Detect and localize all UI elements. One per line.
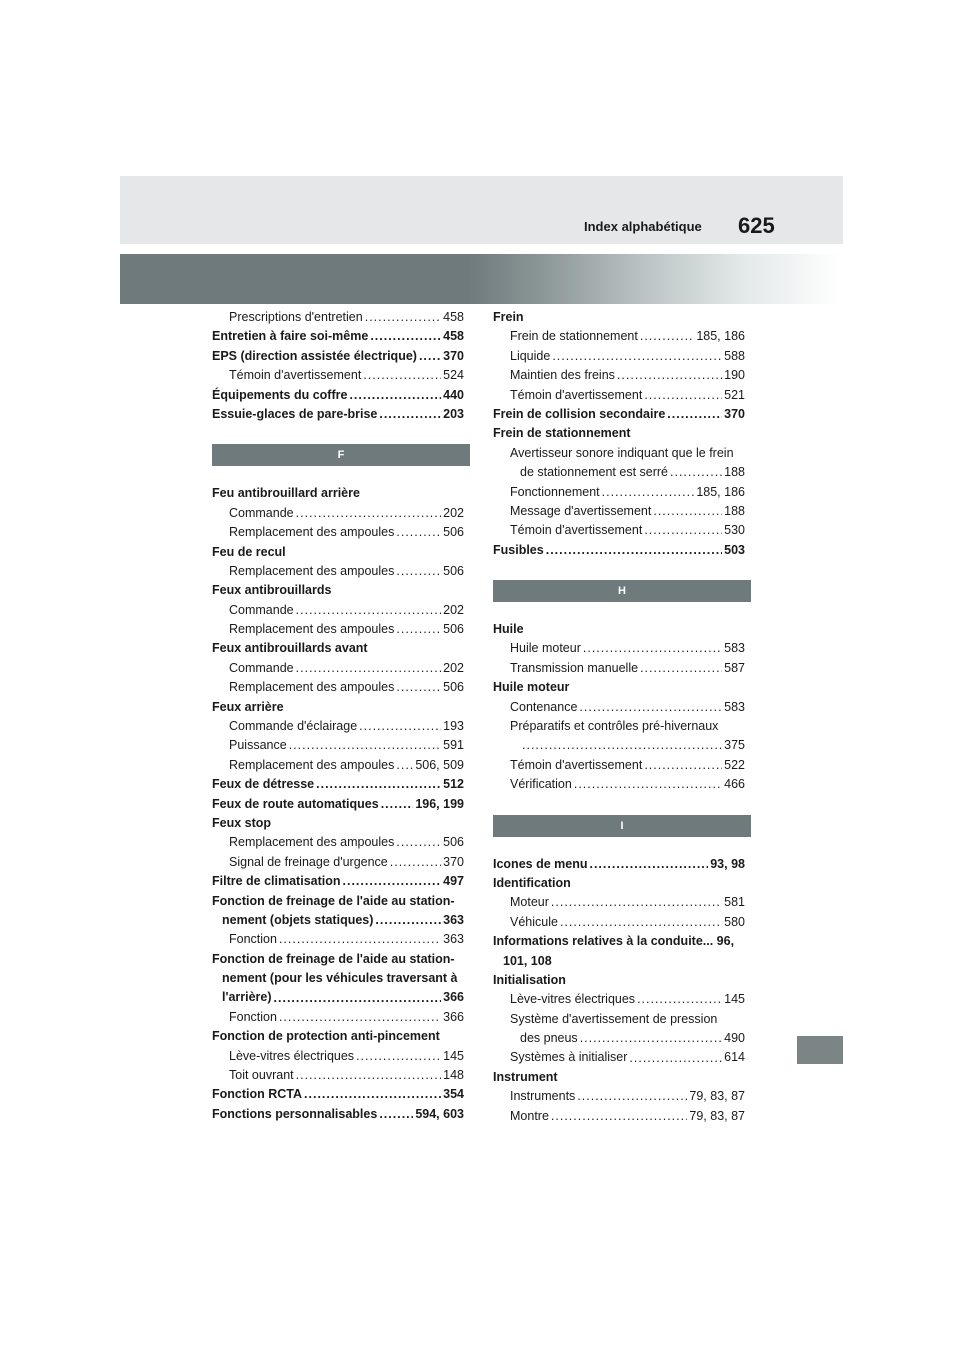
entry-page: 188 — [724, 465, 745, 480]
entry-page: 466 — [724, 777, 745, 792]
entry-page: 583 — [724, 699, 745, 714]
index-entry — [493, 620, 745, 639]
dot-leader — [551, 1107, 687, 1126]
dot-leader — [396, 678, 441, 697]
index-entry — [493, 1068, 745, 1087]
entry-page: 458 — [443, 329, 464, 344]
entry-page: 354 — [443, 1087, 464, 1102]
entry-page: 506 — [443, 622, 464, 637]
dot-leader — [304, 1085, 441, 1104]
index-subentry — [493, 756, 745, 775]
dot-leader — [396, 620, 441, 639]
entry-page: 490 — [724, 1031, 745, 1046]
index-subentry — [212, 756, 464, 775]
dot-leader — [579, 698, 722, 717]
entry-term: Remplacement des ampoules — [229, 563, 395, 578]
entry-page: 370 — [443, 348, 464, 363]
index-entry — [493, 932, 745, 951]
entry-page: 188 — [724, 503, 745, 518]
index-subentry — [493, 463, 745, 482]
entry-term: Commande d'éclairage — [229, 719, 358, 734]
dot-leader — [637, 990, 722, 1009]
index-entry — [212, 698, 464, 717]
entry-term: Commande — [229, 602, 294, 617]
index-entry — [212, 795, 464, 814]
entry-term: Feux antibrouillards — [212, 583, 332, 598]
dot-leader — [577, 1087, 687, 1106]
dot-leader — [379, 405, 441, 424]
dot-leader — [396, 833, 441, 852]
dot-leader — [379, 1105, 413, 1124]
entry-page: 506 — [443, 680, 464, 695]
index-subentry — [493, 775, 745, 794]
index-subentry — [212, 562, 464, 581]
index-subentry — [212, 308, 464, 327]
entry-term: Entretien à faire soi-même — [212, 329, 369, 344]
dot-leader — [644, 756, 722, 775]
index-subentry — [212, 523, 464, 542]
dot-leader — [617, 366, 722, 385]
index-subentry — [212, 1047, 464, 1066]
dot-leader — [390, 853, 441, 872]
entry-term: Moteur — [510, 895, 549, 910]
entry-term: Icones de menu — [493, 856, 588, 871]
entry-page: 203 — [443, 406, 464, 421]
dot-leader — [289, 736, 441, 755]
index-entry — [493, 874, 745, 893]
index-subentry — [493, 639, 745, 658]
entry-page: 588 — [724, 348, 745, 363]
entry-term: Instruments — [510, 1089, 576, 1104]
index-subentry — [212, 930, 464, 949]
entry-page: 202 — [443, 505, 464, 520]
entry-term: Fonction de freinage de l'aide au station- — [212, 951, 455, 966]
entry-term: l'arrière) — [222, 990, 272, 1005]
index-subentry — [493, 990, 745, 1009]
dot-leader — [560, 913, 722, 932]
entry-term: Feux arrière — [212, 699, 284, 714]
entry-page: 185, 186 — [696, 329, 745, 344]
index-entry — [212, 581, 464, 600]
entry-term: Témoin d'avertissement — [510, 387, 643, 402]
entry-page: 366 — [443, 1009, 464, 1024]
entry-term: Avertisseur sonore indiquant que le frein — [510, 445, 734, 460]
entry-term: Essuie-glaces de pare-brise — [212, 406, 378, 421]
index-subentry — [493, 717, 745, 736]
index-subentry — [212, 833, 464, 852]
index-subentry — [493, 698, 745, 717]
entry-term: Fusibles — [493, 542, 544, 557]
entry-term: Fonction de freinage de l'aide au station- — [212, 893, 455, 908]
entry-term: Identification — [493, 875, 571, 890]
index-entry — [212, 950, 464, 969]
index-entry — [212, 405, 464, 424]
entry-page: 580 — [724, 914, 745, 929]
index-subentry — [493, 347, 745, 366]
dot-leader — [653, 502, 722, 521]
entry-page: 530 — [724, 523, 745, 538]
dot-leader — [589, 855, 708, 874]
index-subentry — [493, 386, 745, 405]
entry-page: 497 — [443, 874, 464, 889]
index-subentry — [212, 736, 464, 755]
index-subentry — [493, 521, 745, 540]
entry-page: 503 — [724, 542, 745, 557]
entry-page: 145 — [443, 1048, 464, 1063]
entry-term: Témoin d'avertissement — [510, 757, 643, 772]
entry-term: Liquide — [510, 348, 551, 363]
entry-term: Contenance — [510, 699, 578, 714]
entry-page: 591 — [443, 738, 464, 753]
entry-term: Véhicule — [510, 914, 558, 929]
dot-leader — [375, 911, 441, 930]
entry-term: Huile — [493, 622, 524, 637]
entry-term: Remplacement des ampoules — [229, 525, 395, 540]
entry-term: Lève-vitres électriques — [229, 1048, 355, 1063]
index-subentry — [493, 1087, 745, 1106]
entry-term: Frein de stationnement — [510, 329, 638, 344]
entry-term: Vérification — [510, 777, 572, 792]
entry-term: Huile moteur — [510, 641, 581, 656]
index-subentry — [493, 1107, 745, 1126]
index-entry — [212, 347, 464, 366]
index-entry — [493, 405, 745, 424]
dot-leader — [279, 1008, 441, 1027]
dot-leader — [359, 717, 441, 736]
dot-leader — [296, 504, 442, 523]
index-subentry — [493, 483, 745, 502]
section-title: Index alphabétique — [584, 219, 702, 234]
entry-term: Feu antibrouillard arrière — [212, 486, 360, 501]
index-entry — [212, 872, 464, 891]
entry-term: Fonctions personnalisables — [212, 1106, 378, 1121]
entry-page: 587 — [724, 660, 745, 675]
entry-page: 370 — [724, 406, 745, 421]
entry-page: 506, 509 — [415, 757, 464, 772]
dot-leader — [552, 347, 722, 366]
entry-page: 196, 199 — [415, 796, 464, 811]
entry-term: Système d'avertissement de pression — [510, 1011, 718, 1026]
entry-term: des pneus — [520, 1031, 578, 1046]
entry-term: Feux antibrouillards avant — [212, 641, 368, 656]
dot-leader — [381, 795, 414, 814]
index-subentry — [493, 366, 745, 385]
entry-page: 506 — [443, 563, 464, 578]
letter-heading: I — [493, 815, 751, 837]
dot-leader — [356, 1047, 441, 1066]
entry-page: 363 — [443, 932, 464, 947]
index-entry — [212, 1105, 464, 1124]
entry-term: EPS (direction assistée électrique) — [212, 348, 417, 363]
entry-page: 512 — [443, 777, 464, 792]
index-subentry — [493, 1010, 745, 1029]
index-entry — [212, 327, 464, 346]
index-entry — [212, 386, 464, 405]
index-entry — [493, 971, 745, 990]
entry-term: nement (pour les véhicules traversant à — [222, 971, 458, 986]
index-subentry — [493, 444, 745, 463]
entry-page: 506 — [443, 525, 464, 540]
index-subentry — [493, 659, 745, 678]
entry-term: 101, 108 — [503, 953, 552, 968]
entry-term: Fonctionnement — [510, 484, 600, 499]
dot-leader — [343, 872, 442, 891]
entry-term: Témoin d'avertissement — [510, 523, 643, 538]
entry-page: 370 — [443, 854, 464, 869]
letter-heading: F — [212, 444, 470, 466]
entry-term: Puissance — [229, 738, 287, 753]
dot-leader — [396, 523, 441, 542]
entry-page: 202 — [443, 660, 464, 675]
entry-term: nement (objets statiques) — [222, 912, 374, 927]
index-entry — [493, 308, 745, 327]
entry-page: 458 — [443, 309, 464, 324]
index-entry — [212, 1027, 464, 1046]
index-subentry — [212, 366, 464, 385]
dot-leader — [640, 659, 722, 678]
index-entry — [212, 639, 464, 658]
entry-page: 363 — [443, 912, 464, 927]
index-subentry — [212, 1066, 464, 1085]
dot-leader — [316, 775, 441, 794]
entry-term: Instrument — [493, 1069, 558, 1084]
entry-page: 506 — [443, 835, 464, 850]
entry-term: Lève-vitres électriques — [510, 992, 636, 1007]
entry-page: 594, 603 — [415, 1106, 464, 1121]
dot-leader — [396, 562, 441, 581]
entry-term: Informations relatives à la conduite... 96, — [493, 934, 735, 949]
entry-term: Commande — [229, 660, 294, 675]
entry-page: 440 — [443, 387, 464, 402]
dot-leader — [583, 639, 722, 658]
index-entry — [212, 543, 464, 562]
entry-page: 524 — [443, 368, 464, 383]
entry-term: Frein de stationnement — [493, 426, 631, 441]
dot-leader — [274, 989, 442, 1008]
entry-term: Montre — [510, 1108, 549, 1123]
entry-term: Remplacement des ampoules — [229, 835, 395, 850]
dot-leader — [363, 366, 441, 385]
index-subentry — [212, 601, 464, 620]
index-subentry — [212, 678, 464, 697]
entry-term: Remplacement des ampoules — [229, 622, 395, 637]
dot-leader — [602, 483, 695, 502]
dot-leader — [551, 893, 722, 912]
index-subentry — [493, 736, 745, 755]
entry-page: 366 — [443, 990, 464, 1005]
index-subentry — [212, 504, 464, 523]
entry-page: 583 — [724, 641, 745, 656]
entry-term: Filtre de climatisation — [212, 874, 341, 889]
entry-page: 185, 186 — [696, 484, 745, 499]
dot-leader — [644, 386, 722, 405]
index-subentry — [212, 717, 464, 736]
page-number: 625 — [738, 213, 775, 238]
index-entry — [212, 892, 464, 911]
dot-leader — [296, 1066, 442, 1085]
entry-term: Fonction RCTA — [212, 1087, 303, 1102]
entry-term: Commande — [229, 505, 294, 520]
index-entry — [212, 484, 464, 503]
index-subentry — [212, 620, 464, 639]
index-subentry — [212, 853, 464, 872]
dot-leader — [640, 327, 694, 346]
entry-term: Feux stop — [212, 815, 272, 830]
dot-leader — [670, 463, 722, 482]
dot-leader — [644, 521, 722, 540]
dot-leader — [349, 386, 441, 405]
entry-term: Témoin d'avertissement — [229, 368, 362, 383]
index-entry — [493, 541, 745, 560]
entry-page: 581 — [724, 895, 745, 910]
entry-page: 614 — [724, 1050, 745, 1065]
entry-term: Feu de recul — [212, 544, 286, 559]
entry-page: 145 — [724, 992, 745, 1007]
entry-page: 93, 98 — [710, 856, 745, 871]
index-entry — [212, 814, 464, 833]
index-entry — [493, 678, 745, 697]
entry-page: 79, 83, 87 — [689, 1108, 745, 1123]
dot-leader — [667, 405, 722, 424]
entry-page: 148 — [443, 1068, 464, 1083]
entry-term: Frein de collision secondaire — [493, 406, 666, 421]
index-subentry — [212, 1008, 464, 1027]
index-subentry — [493, 1049, 745, 1068]
entry-page: 522 — [724, 757, 745, 772]
index-column-left — [212, 308, 464, 1124]
index-entry — [212, 989, 464, 1008]
entry-term: Toit ouvrant — [229, 1068, 294, 1083]
section-tab — [797, 1036, 843, 1064]
entry-term: Message d'avertissement — [510, 503, 652, 518]
dot-leader — [370, 327, 441, 346]
dot-leader — [396, 756, 413, 775]
entry-term: Équipements du coffre — [212, 387, 348, 402]
entry-term: Prescriptions d'entretien — [229, 309, 363, 324]
dot-leader — [279, 930, 441, 949]
index-subentry — [493, 327, 745, 346]
entry-term: Signal de freinage d'urgence — [229, 854, 388, 869]
header-bar — [120, 176, 843, 244]
dot-leader — [419, 347, 441, 366]
index-entry — [493, 424, 745, 443]
index-subentry — [493, 502, 745, 521]
index-entry — [212, 775, 464, 794]
entry-page: 202 — [443, 602, 464, 617]
index-subentry — [493, 913, 745, 932]
index-column-right — [493, 308, 745, 1126]
entry-page: 190 — [724, 368, 745, 383]
entry-page: 193 — [443, 719, 464, 734]
index-entry — [493, 952, 745, 971]
dot-leader — [580, 1029, 722, 1048]
entry-term: Systèmes à initialiser — [510, 1050, 628, 1065]
index-subentry — [493, 893, 745, 912]
entry-term: Feux de détresse — [212, 777, 315, 792]
dot-leader — [296, 659, 442, 678]
index-entry — [212, 969, 464, 988]
letter-heading: H — [493, 580, 751, 602]
entry-term: Transmission manuelle — [510, 660, 639, 675]
dot-leader — [296, 601, 442, 620]
entry-term: Initialisation — [493, 972, 566, 987]
index-subentry — [212, 659, 464, 678]
entry-term: Remplacement des ampoules — [229, 757, 395, 772]
entry-term: Fonction de protection anti-pincement — [212, 1029, 440, 1044]
dot-leader — [629, 1049, 722, 1068]
index-subentry — [493, 1029, 745, 1048]
entry-term: Huile moteur — [493, 680, 570, 695]
entry-term: Remplacement des ampoules — [229, 680, 395, 695]
index-entry — [212, 1085, 464, 1104]
entry-term: Fonction — [229, 1009, 277, 1024]
dot-leader — [522, 736, 722, 755]
index-entry — [212, 911, 464, 930]
entry-page: 521 — [724, 387, 745, 402]
entry-page: 79, 83, 87 — [689, 1089, 745, 1104]
entry-term: Préparatifs et contrôles pré-hivernaux — [510, 719, 719, 734]
index-entry — [493, 855, 745, 874]
entry-term: Fonction — [229, 932, 277, 947]
entry-term: Maintien des freins — [510, 368, 615, 383]
dot-leader — [546, 541, 722, 560]
dot-leader — [365, 308, 441, 327]
entry-term: Frein — [493, 309, 524, 324]
header-banner — [120, 254, 843, 304]
entry-term: Feux de route automatiques — [212, 796, 379, 811]
entry-term: de stationnement est serré — [520, 465, 668, 480]
entry-page: 375 — [724, 738, 745, 753]
dot-leader — [574, 775, 722, 794]
